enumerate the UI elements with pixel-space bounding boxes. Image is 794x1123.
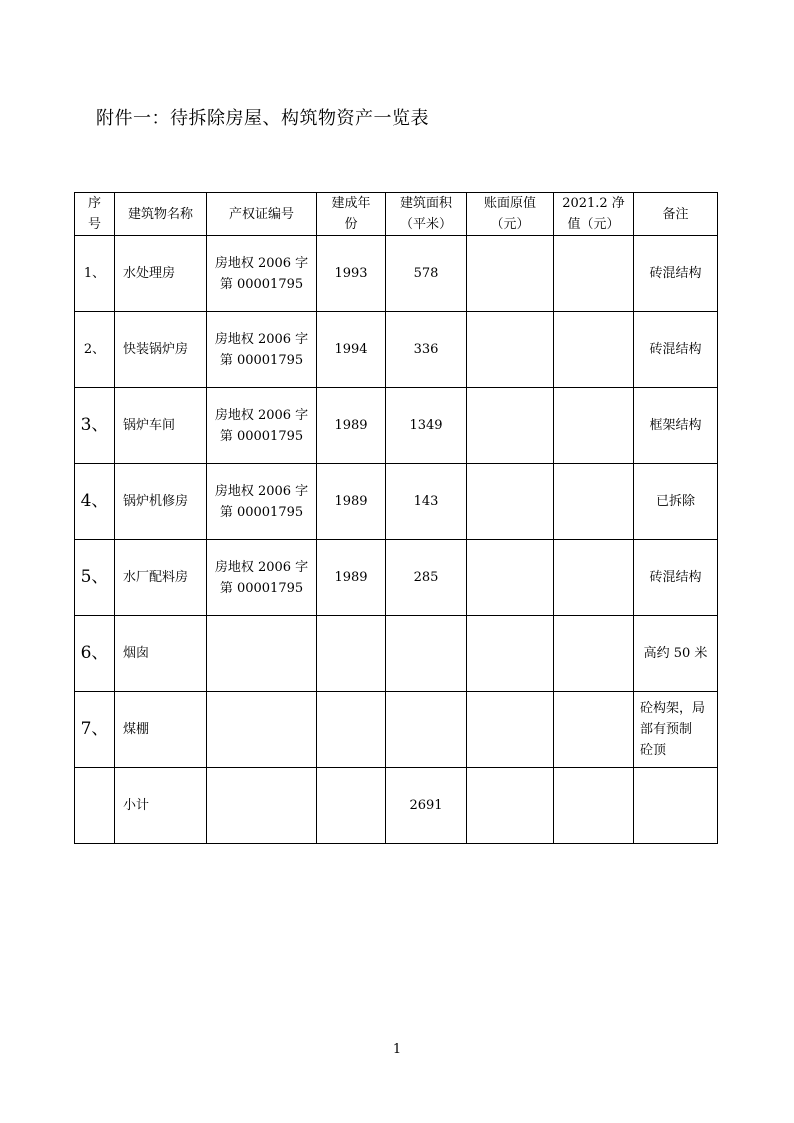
row-book-value — [467, 312, 554, 388]
row-year: 1989 — [317, 464, 386, 540]
header-note: 备注 — [634, 193, 718, 236]
row-note: 砼构架，局 部有预制 砼顶 — [634, 692, 718, 768]
row-cert: 房地权 2006 字 第 00001795 — [207, 312, 317, 388]
header-book-value: 账面原值 （元） — [467, 193, 554, 236]
row-net-value — [554, 616, 634, 692]
row-net-value — [554, 236, 634, 312]
row-name: 煤棚 — [115, 692, 207, 768]
row-note: 砖混结构 — [634, 540, 718, 616]
row-year — [317, 768, 386, 844]
header-name: 建筑物名称 — [115, 193, 207, 236]
row-book-value — [467, 692, 554, 768]
row-name: 锅炉机修房 — [115, 464, 207, 540]
table-row — [75, 312, 718, 388]
row-note: 已拆除 — [634, 464, 718, 540]
subtotal-label: 小计 — [115, 768, 207, 844]
row-area: 285 — [386, 540, 467, 616]
row-net-value — [554, 768, 634, 844]
row-name: 烟囱 — [115, 616, 207, 692]
row-book-value — [467, 236, 554, 312]
row-note: 砖混结构 — [634, 236, 718, 312]
row-area: 578 — [386, 236, 467, 312]
row-book-value — [467, 388, 554, 464]
row-name: 快装锅炉房 — [115, 312, 207, 388]
table-header — [75, 193, 718, 236]
row-name: 水处理房 — [115, 236, 207, 312]
table-row — [75, 616, 718, 692]
header-area: 建筑面积 （平米） — [386, 193, 467, 236]
header-seq: 序 号 — [75, 193, 115, 236]
row-year: 1989 — [317, 540, 386, 616]
row-book-value — [467, 616, 554, 692]
page-number: 1 — [392, 1042, 402, 1057]
row-year: 1989 — [317, 388, 386, 464]
table-body — [75, 236, 718, 844]
row-cert: 房地权 2006 字 第 00001795 — [207, 540, 317, 616]
row-cert — [207, 768, 317, 844]
document-title: 附件一：待拆除房屋、构筑物资产一览表 — [96, 108, 429, 129]
row-area: 1349 — [386, 388, 467, 464]
row-book-value — [467, 464, 554, 540]
row-cert — [207, 616, 317, 692]
row-seq: 1、 — [75, 236, 115, 312]
row-net-value — [554, 388, 634, 464]
row-seq: 5、 — [75, 540, 115, 616]
row-book-value — [467, 540, 554, 616]
row-year — [317, 692, 386, 768]
table-row — [75, 692, 718, 768]
row-name: 锅炉车间 — [115, 388, 207, 464]
table-row — [75, 236, 718, 312]
row-year: 1993 — [317, 236, 386, 312]
row-area: 143 — [386, 464, 467, 540]
row-cert: 房地权 2006 字 第 00001795 — [207, 388, 317, 464]
row-seq — [75, 768, 115, 844]
row-seq: 4、 — [75, 464, 115, 540]
asset-table — [74, 192, 718, 844]
row-cert — [207, 692, 317, 768]
row-cert: 房地权 2006 字 第 00001795 — [207, 464, 317, 540]
table-row — [75, 388, 718, 464]
row-year: 1994 — [317, 312, 386, 388]
row-note — [634, 768, 718, 844]
row-note: 高约 50 米 — [634, 616, 718, 692]
header-cert: 产权证编号 — [207, 193, 317, 236]
row-note: 框架结构 — [634, 388, 718, 464]
row-seq: 2、 — [75, 312, 115, 388]
row-seq: 7、 — [75, 692, 115, 768]
row-seq: 3、 — [75, 388, 115, 464]
row-area: 336 — [386, 312, 467, 388]
subtotal-area: 2691 — [386, 768, 467, 844]
row-note: 砖混结构 — [634, 312, 718, 388]
row-cert: 房地权 2006 字 第 00001795 — [207, 236, 317, 312]
row-name: 水厂配料房 — [115, 540, 207, 616]
row-net-value — [554, 692, 634, 768]
header-year: 建成年 份 — [317, 193, 386, 236]
row-net-value — [554, 312, 634, 388]
table-row — [75, 540, 718, 616]
row-net-value — [554, 464, 634, 540]
row-area — [386, 616, 467, 692]
header-net-value: 2021.2 净 值（元） — [554, 193, 634, 236]
row-book-value — [467, 768, 554, 844]
header-row — [75, 193, 718, 236]
row-area — [386, 692, 467, 768]
table-row — [75, 464, 718, 540]
row-net-value — [554, 540, 634, 616]
row-seq: 6、 — [75, 616, 115, 692]
subtotal-row — [75, 768, 718, 844]
row-year — [317, 616, 386, 692]
